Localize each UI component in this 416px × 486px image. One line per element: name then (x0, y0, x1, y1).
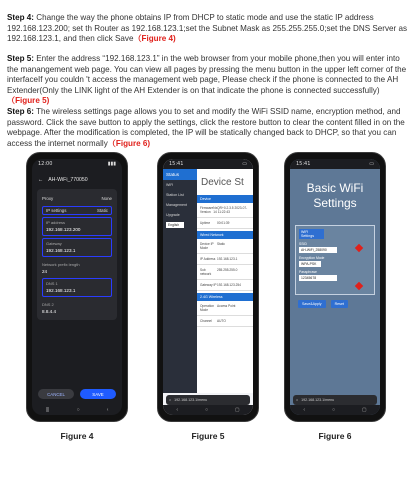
dialog-buttons (38, 389, 116, 399)
status-time: 15:41 (169, 161, 184, 167)
form-actions (298, 300, 348, 308)
device-info (197, 203, 253, 229)
sidebar-item-station-list[interactable]: Station List (166, 193, 184, 197)
status-main (197, 169, 253, 393)
kv-key: Channel (200, 319, 212, 323)
section-wireless: 2.4G Wireless (197, 293, 253, 301)
kv-value: Access Point (217, 304, 236, 308)
browser-url-bar[interactable] (166, 395, 250, 405)
step-4-figure-ref: （Figure 4) (133, 34, 176, 44)
kv-value: Static (217, 242, 225, 246)
page-title: Basic WiFi Settings (306, 181, 364, 210)
step-5-body: Enter the address “192.168.123.1” in the web browser from your mobile phone,then you will enter into the manangement web page. You can view all pages by pressing the menu button in the upper left corner of the interfaceIf you couldn 't access the management web page, Please check if the phone is connected to the AH Extender(Only the LINK light of the AH Extender is on that indicate the phone is connected successfully) (7, 54, 407, 95)
figure-4-caption: Figure 4 (60, 431, 94, 441)
step-4-text (7, 13, 409, 45)
sidebar-item-upgrade[interactable]: Upgrade (166, 213, 180, 217)
network-name: AH-WiFi_770050 (48, 177, 88, 183)
sidebar-item-management[interactable]: Management (166, 203, 187, 207)
prefix-value[interactable]: 24 (42, 269, 48, 274)
home-icon[interactable]: ⌂ (169, 398, 172, 402)
passphrase-label: Passphrase (299, 270, 317, 274)
step-4-body: Change the way the phone obtains IP from DHCP to static mode and use the static IP address 192.168.123.200; set th Router as 192.168.123.1;set the Subnet Mask as 255.255.255.0;set the DNS Server as 192.168.123.1, and then click Save (7, 13, 408, 44)
figure-5-caption: Figure 5 (191, 431, 225, 441)
phone-figure-5 (157, 152, 259, 422)
ssid-label: SSID (299, 242, 307, 246)
dns1-value: 192.168.123.1 (46, 288, 76, 293)
status-time: 12:00 (38, 161, 53, 167)
kv-value: 00:01:39 (217, 221, 230, 225)
kv-key: Uptime (200, 221, 211, 225)
back-icon[interactable]: ‹ (303, 407, 306, 413)
kv-row (197, 203, 253, 218)
dns2-value[interactable]: 8.8.4.4 (42, 309, 57, 314)
kv-key: Gateway IP (200, 283, 217, 287)
figure-6-caption: Figure 6 (318, 431, 352, 441)
dns1-field[interactable] (42, 278, 112, 297)
kv-key: Operation Mode (200, 304, 214, 312)
step-6-text (7, 107, 409, 149)
section-device: Device (197, 195, 253, 203)
android-nav-bar (290, 405, 380, 415)
gateway-label: Gateway (46, 241, 62, 246)
basic-wifi-settings-screen (290, 159, 380, 415)
kv-key: Sub network (200, 268, 212, 276)
proxy-label: Proxy (42, 196, 54, 201)
status-bar (163, 159, 253, 169)
back-icon[interactable]: ‹ (176, 407, 179, 413)
kv-row (197, 280, 253, 291)
ip-settings-label: IP settings (46, 208, 67, 213)
cancel-button[interactable]: CANCEL (38, 389, 74, 399)
kv-row (197, 265, 253, 280)
kv-value: 255.255.255.0 (217, 268, 238, 272)
status-bar (32, 159, 122, 169)
step-5-label: Step 5: (7, 54, 34, 63)
kv-value: NxQR+0.2.3.5 2023-07-14 11:22:43 (213, 206, 248, 214)
android-nav-bar (163, 405, 253, 415)
kv-value: 192.168.123.1 (217, 257, 238, 261)
ip-address-value: 192.168.123.200 (46, 227, 81, 232)
status-bar (290, 159, 380, 169)
url-text: 192.168.123.1/menu (174, 398, 208, 402)
device-status-screen (163, 159, 253, 415)
reset-button[interactable]: Reset (331, 300, 348, 308)
android-wifi-settings-screen (32, 159, 122, 415)
gateway-field[interactable] (42, 238, 112, 257)
url-text: 192.168.123.1/menu (301, 398, 335, 402)
kv-key: IP Address (200, 257, 216, 261)
proxy-value: None (101, 196, 112, 201)
ip-settings-row[interactable] (42, 206, 112, 215)
ip-address-field[interactable] (42, 217, 112, 236)
recents-icon[interactable]: ▢ (234, 407, 240, 413)
ip-address-label: IP address (46, 220, 66, 225)
battery-icon: ▭ (242, 161, 247, 167)
kv-key: Firmware Version (200, 206, 214, 214)
home-icon[interactable]: ○ (76, 407, 80, 413)
kv-row (197, 316, 253, 327)
signal-icon: ▮▮▮ (107, 161, 116, 167)
sidebar-item-status[interactable]: Status (163, 169, 197, 180)
network-settings-card (37, 189, 117, 320)
phone-figure-6 (284, 152, 386, 422)
step-5-text (7, 54, 409, 107)
kv-value: AUTO (217, 319, 226, 323)
kv-key: Device IP Mode (200, 242, 214, 250)
step-5-figure-ref: （Figure 5) (7, 96, 50, 106)
save-button[interactable]: SAVE (80, 389, 116, 399)
section-wired-network: Wired Network (197, 231, 253, 239)
status-time: 15:41 (296, 161, 311, 167)
proxy-row[interactable] (42, 193, 112, 204)
recents-icon[interactable]: ▢ (361, 407, 367, 413)
ip-settings-value: Static (97, 208, 108, 213)
dns2-label: DNS 2 (42, 302, 54, 307)
home-icon[interactable]: ○ (331, 407, 335, 413)
language-select[interactable]: English (166, 222, 184, 228)
phone-figure-4 (26, 152, 128, 422)
ssid-input[interactable]: AH-WiFi_258090 (299, 247, 337, 253)
recents-icon[interactable]: ||| (45, 407, 50, 413)
page-title: Device St (201, 177, 244, 188)
kv-value: 192.168.123.254 (217, 283, 241, 287)
save-apply-button[interactable]: Save&Apply (298, 300, 326, 308)
kv-row (197, 254, 253, 265)
gateway-value: 192.168.123.1 (46, 248, 76, 253)
encryption-select[interactable]: WPA-PSK (299, 261, 321, 267)
step-6-body: The wireless settings page allows you to set and modify the WiFi SSID name, encryption method, and password. Click the save button to apply the settings, click the restore button to clear the content filled in on the webpage. After the modification is completed, the IP will be statically changed back to DHCP, so that you can access the internet normally (7, 107, 405, 148)
home-icon[interactable]: ○ (204, 407, 208, 413)
kv-row (197, 239, 253, 254)
sidebar-menu (163, 169, 197, 393)
back-arrow-icon[interactable]: ← (38, 177, 44, 183)
back-icon[interactable]: ‹ (106, 407, 109, 413)
step-6-label: Step 6: (7, 107, 34, 116)
sidebar-item-wifi[interactable]: WiFi (166, 183, 174, 187)
kv-row (197, 301, 253, 316)
network-header (32, 169, 122, 189)
wifi-settings-panel (295, 225, 375, 295)
encryption-label: Encryption Mode (299, 256, 325, 260)
battery-icon: ▭ (369, 161, 374, 167)
prefix-label: Network prefix length (42, 262, 80, 267)
panel-label: WiFi Settings (299, 229, 324, 239)
browser-url-bar[interactable] (293, 395, 377, 405)
dns1-label: DNS 1 (46, 281, 58, 286)
step-6-figure-ref: （Figure 6) (107, 138, 151, 148)
wireless-info (197, 301, 253, 327)
android-nav-bar (32, 405, 122, 415)
step-4-label: Step 4: (7, 13, 34, 22)
kv-row (197, 218, 253, 229)
wired-info (197, 239, 253, 291)
home-icon[interactable]: ⌂ (296, 398, 299, 402)
passphrase-input[interactable]: 12345678 (299, 275, 337, 281)
